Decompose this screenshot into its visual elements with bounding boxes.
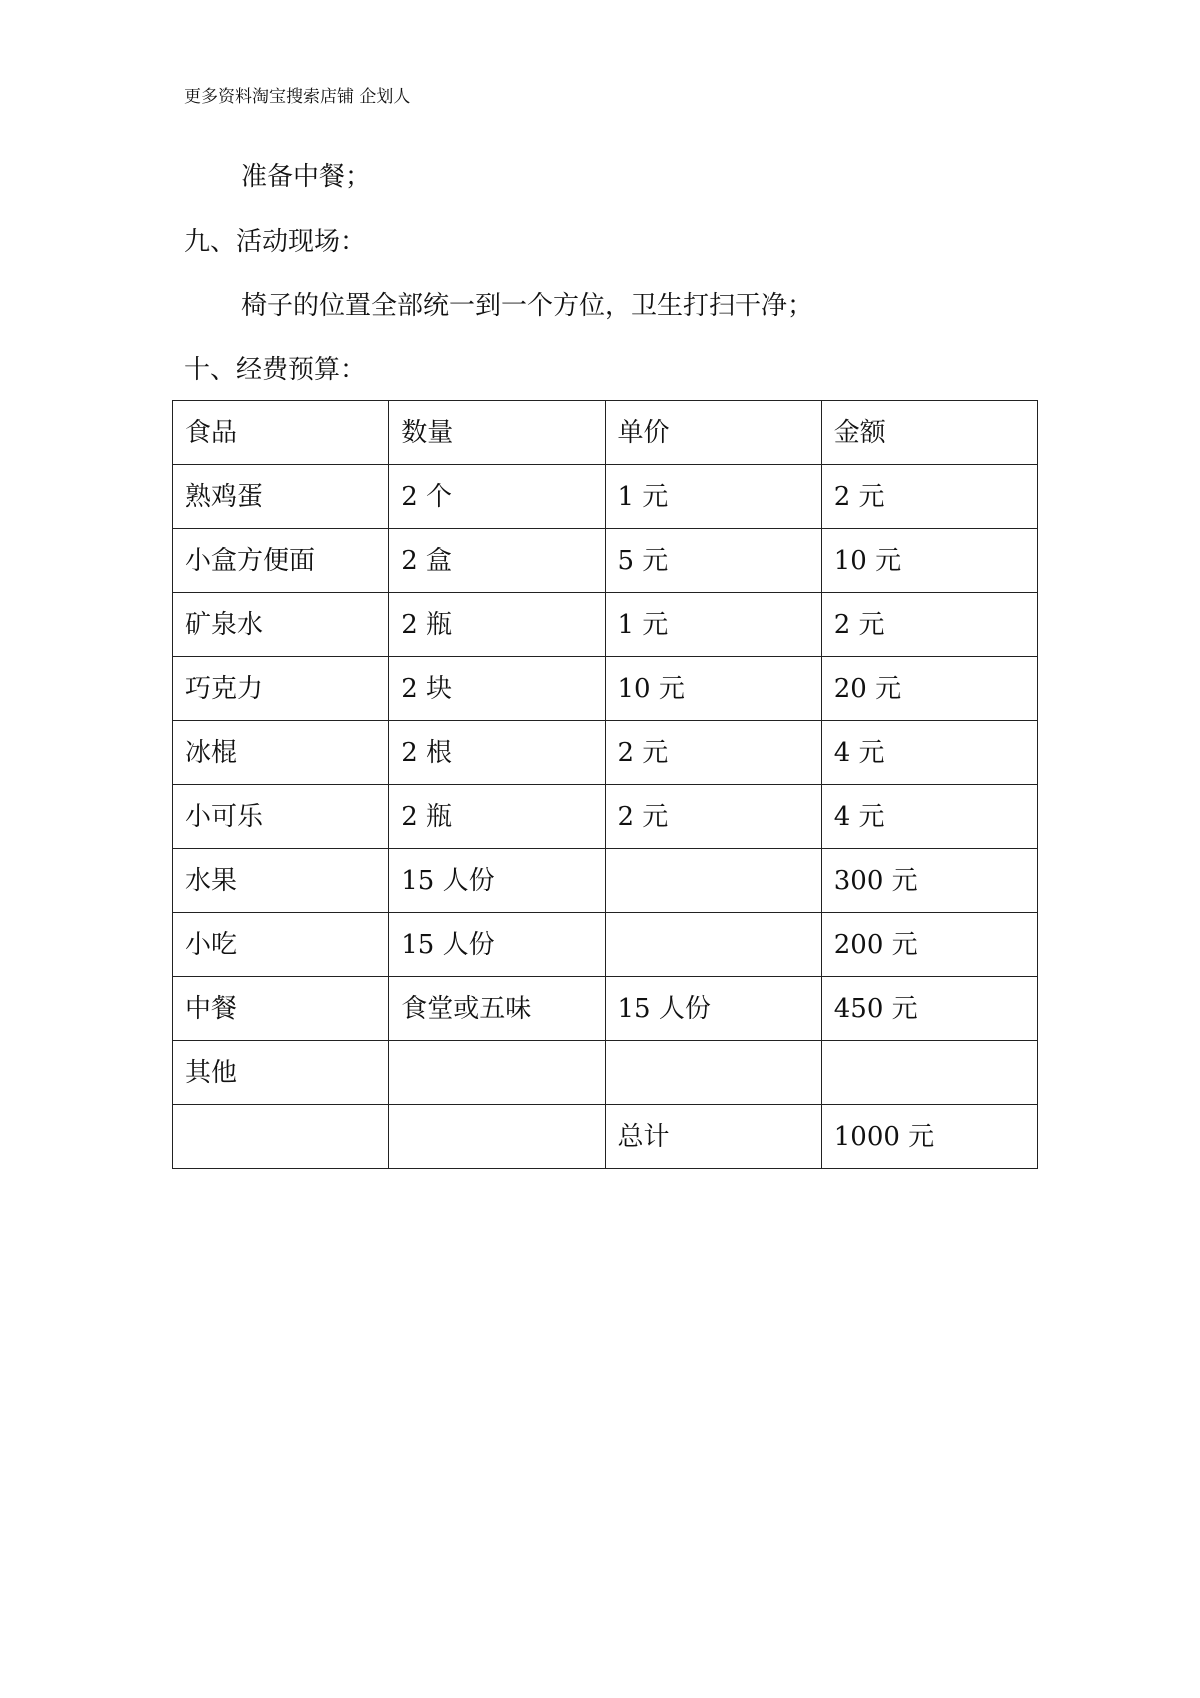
table-cell: 2 元 — [605, 721, 821, 785]
table-cell: 1 元 — [605, 465, 821, 529]
table-cell: 10 元 — [605, 657, 821, 721]
text-prepare-lunch: 准备中餐； — [241, 162, 372, 192]
table-cell: 小盒方便面 — [173, 529, 389, 593]
table-cell: 矿泉水 — [173, 593, 389, 657]
table-cell: 300 元 — [821, 849, 1037, 913]
table-cell: 中餐 — [173, 977, 389, 1041]
header-cell-amount: 金额 — [821, 401, 1037, 465]
table-cell: 1 元 — [605, 593, 821, 657]
total-amount-cell: 1000 元 — [821, 1105, 1037, 1169]
table-cell: 冰棍 — [173, 721, 389, 785]
table-cell: 2 瓶 — [389, 785, 605, 849]
header-note: 更多资料淘宝搜索店铺 企划人 — [184, 87, 411, 107]
header-cell-unit-price: 单价 — [605, 401, 821, 465]
table-cell: 2 元 — [605, 785, 821, 849]
table-row — [173, 593, 1038, 657]
table-cell: 食堂或五味 — [389, 977, 605, 1041]
table-cell: 2 根 — [389, 721, 605, 785]
table-row — [173, 977, 1038, 1041]
table-cell: 水果 — [173, 849, 389, 913]
table-cell: 4 元 — [821, 785, 1037, 849]
table-cell: 2 瓶 — [389, 593, 605, 657]
table-cell: 2 块 — [389, 657, 605, 721]
table-row — [173, 849, 1038, 913]
table-row — [173, 785, 1038, 849]
table-row — [173, 465, 1038, 529]
table-cell: 10 元 — [821, 529, 1037, 593]
budget-table — [172, 400, 1038, 1169]
table-cell — [605, 913, 821, 977]
table-cell: 4 元 — [821, 721, 1037, 785]
table-cell: 巧克力 — [173, 657, 389, 721]
section-9-text: 椅子的位置全部统一到一个方位，卫生打扫干净； — [241, 291, 814, 321]
table-cell: 2 元 — [821, 593, 1037, 657]
table-cell — [389, 1041, 605, 1105]
table-cell: 20 元 — [821, 657, 1037, 721]
table-cell — [605, 849, 821, 913]
table-cell: 450 元 — [821, 977, 1037, 1041]
table-row — [173, 913, 1038, 977]
table-total-row — [173, 1105, 1038, 1169]
section-10-title: 十、经费预算： — [184, 355, 367, 385]
section-9-title: 九、活动现场： — [184, 227, 367, 257]
table-cell: 15 人份 — [389, 913, 605, 977]
table-cell: 熟鸡蛋 — [173, 465, 389, 529]
table-cell: 5 元 — [605, 529, 821, 593]
header-cell-item: 食品 — [173, 401, 389, 465]
table-cell: 15 人份 — [389, 849, 605, 913]
header-cell-quantity: 数量 — [389, 401, 605, 465]
table-row — [173, 721, 1038, 785]
total-label-cell: 总计 — [605, 1105, 821, 1169]
table-cell: 其他 — [173, 1041, 389, 1105]
table-row — [173, 657, 1038, 721]
table-cell — [821, 1041, 1037, 1105]
table-header-row — [173, 401, 1038, 465]
table-cell: 小可乐 — [173, 785, 389, 849]
table-cell: 15 人份 — [605, 977, 821, 1041]
table-cell: 2 盒 — [389, 529, 605, 593]
table-row — [173, 1041, 1038, 1105]
table-cell — [605, 1041, 821, 1105]
table-cell: 200 元 — [821, 913, 1037, 977]
table-cell — [389, 1105, 605, 1169]
table-cell — [173, 1105, 389, 1169]
table-cell: 小吃 — [173, 913, 389, 977]
table-cell: 2 元 — [821, 465, 1037, 529]
table-cell: 2 个 — [389, 465, 605, 529]
table-row — [173, 529, 1038, 593]
